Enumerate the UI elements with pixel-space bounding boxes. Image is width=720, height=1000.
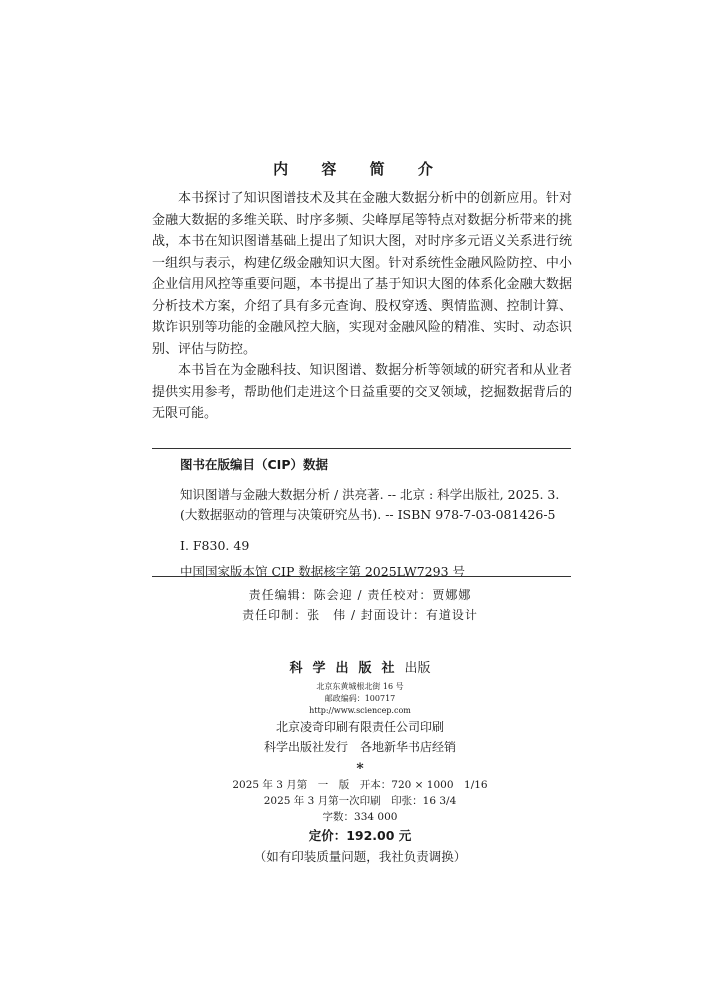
publisher-website: http://www.sciencep.com [309, 706, 411, 715]
cip-record-line: 知识图谱与金融大数据分析 / 洪亮著. -- 北京 : 科学出版社, 2025. 3. [180, 487, 560, 502]
cip-record-line: (大数据驱动的管理与决策研究丛书). -- ISBN 978-7-03-081426-5 [180, 507, 556, 522]
distribution: 科学出版社发行 各地新华书店经销 [263, 740, 456, 754]
cip-classification: Ⅰ. F830. 49 [180, 538, 250, 553]
summary-section [152, 188, 572, 425]
publication-info [0, 657, 720, 867]
divider-top [152, 448, 571, 449]
word-count: 字数：334 000 [322, 811, 398, 823]
summary-paragraph: 本书探讨了知识图谱技术及其在金融大数据分析中的创新应用。针对金融大数据的多维关联、时序多频、尖峰厚尾等特点对数据分析带来的挑战，本书在知识图谱基础上提出了知识大图，对时序多元语义关系进行统一组织与表示，构建亿级金融知识大图。针对系统性金融风险防控、中小企业信用风控等重要问题，本书提出了基于知识大图的体系化金融大数据分析技术方案，介绍了具有多元查询、股权穿透、舆情监测、控制计算、欺诈识别等功能的金融风控大脑，实现对金融风险的精准、实时、动态识别、评估与防控。 [152, 191, 572, 357]
price: 定价：192.00 元 [308, 828, 412, 843]
publisher-suffix: 出版 [404, 661, 431, 676]
publisher-address: 北京东黄城根北街 16 号 [316, 682, 404, 691]
printing-line: 2025 年 3 月第一次印刷 印张：16 3/4 [263, 795, 457, 807]
page-title: 内 容 简 介 [273, 160, 447, 178]
printer: 北京凌奇印刷有限责任公司印刷 [275, 720, 444, 734]
quality-note: （如有印装质量问题，我社负责调换） [253, 849, 467, 864]
summary-paragraph: 本书旨在为金融科技、知识图谱、数据分析等领域的研究者和从业者提供实用参考，帮助他们走进这个日益重要的交叉领域，挖掘数据背后的无限可能。 [152, 363, 572, 421]
cip-number: 中国国家版本馆 CIP 数据核字第 2025LW7293 号 [180, 564, 465, 579]
divider-bottom [152, 576, 571, 577]
cip-heading: 图书在版编目（CIP）数据 [180, 457, 328, 472]
publisher-name: 科学出版社 [289, 661, 405, 676]
cip-section [180, 455, 572, 582]
separator-star: * [356, 761, 364, 777]
credits-section [0, 585, 720, 625]
credits-editors: 责任编辑：陈会迎 / 责任校对：贾娜娜 [248, 588, 472, 602]
publisher-postcode: 邮政编码：100717 [324, 694, 396, 703]
publisher-line [0, 657, 720, 676]
credits-production: 责任印制：张 伟 / 封面设计：有道设计 [242, 608, 478, 622]
edition-line: 2025 年 3 月第 一 版 开本：720 × 1000 1/16 [232, 779, 488, 791]
